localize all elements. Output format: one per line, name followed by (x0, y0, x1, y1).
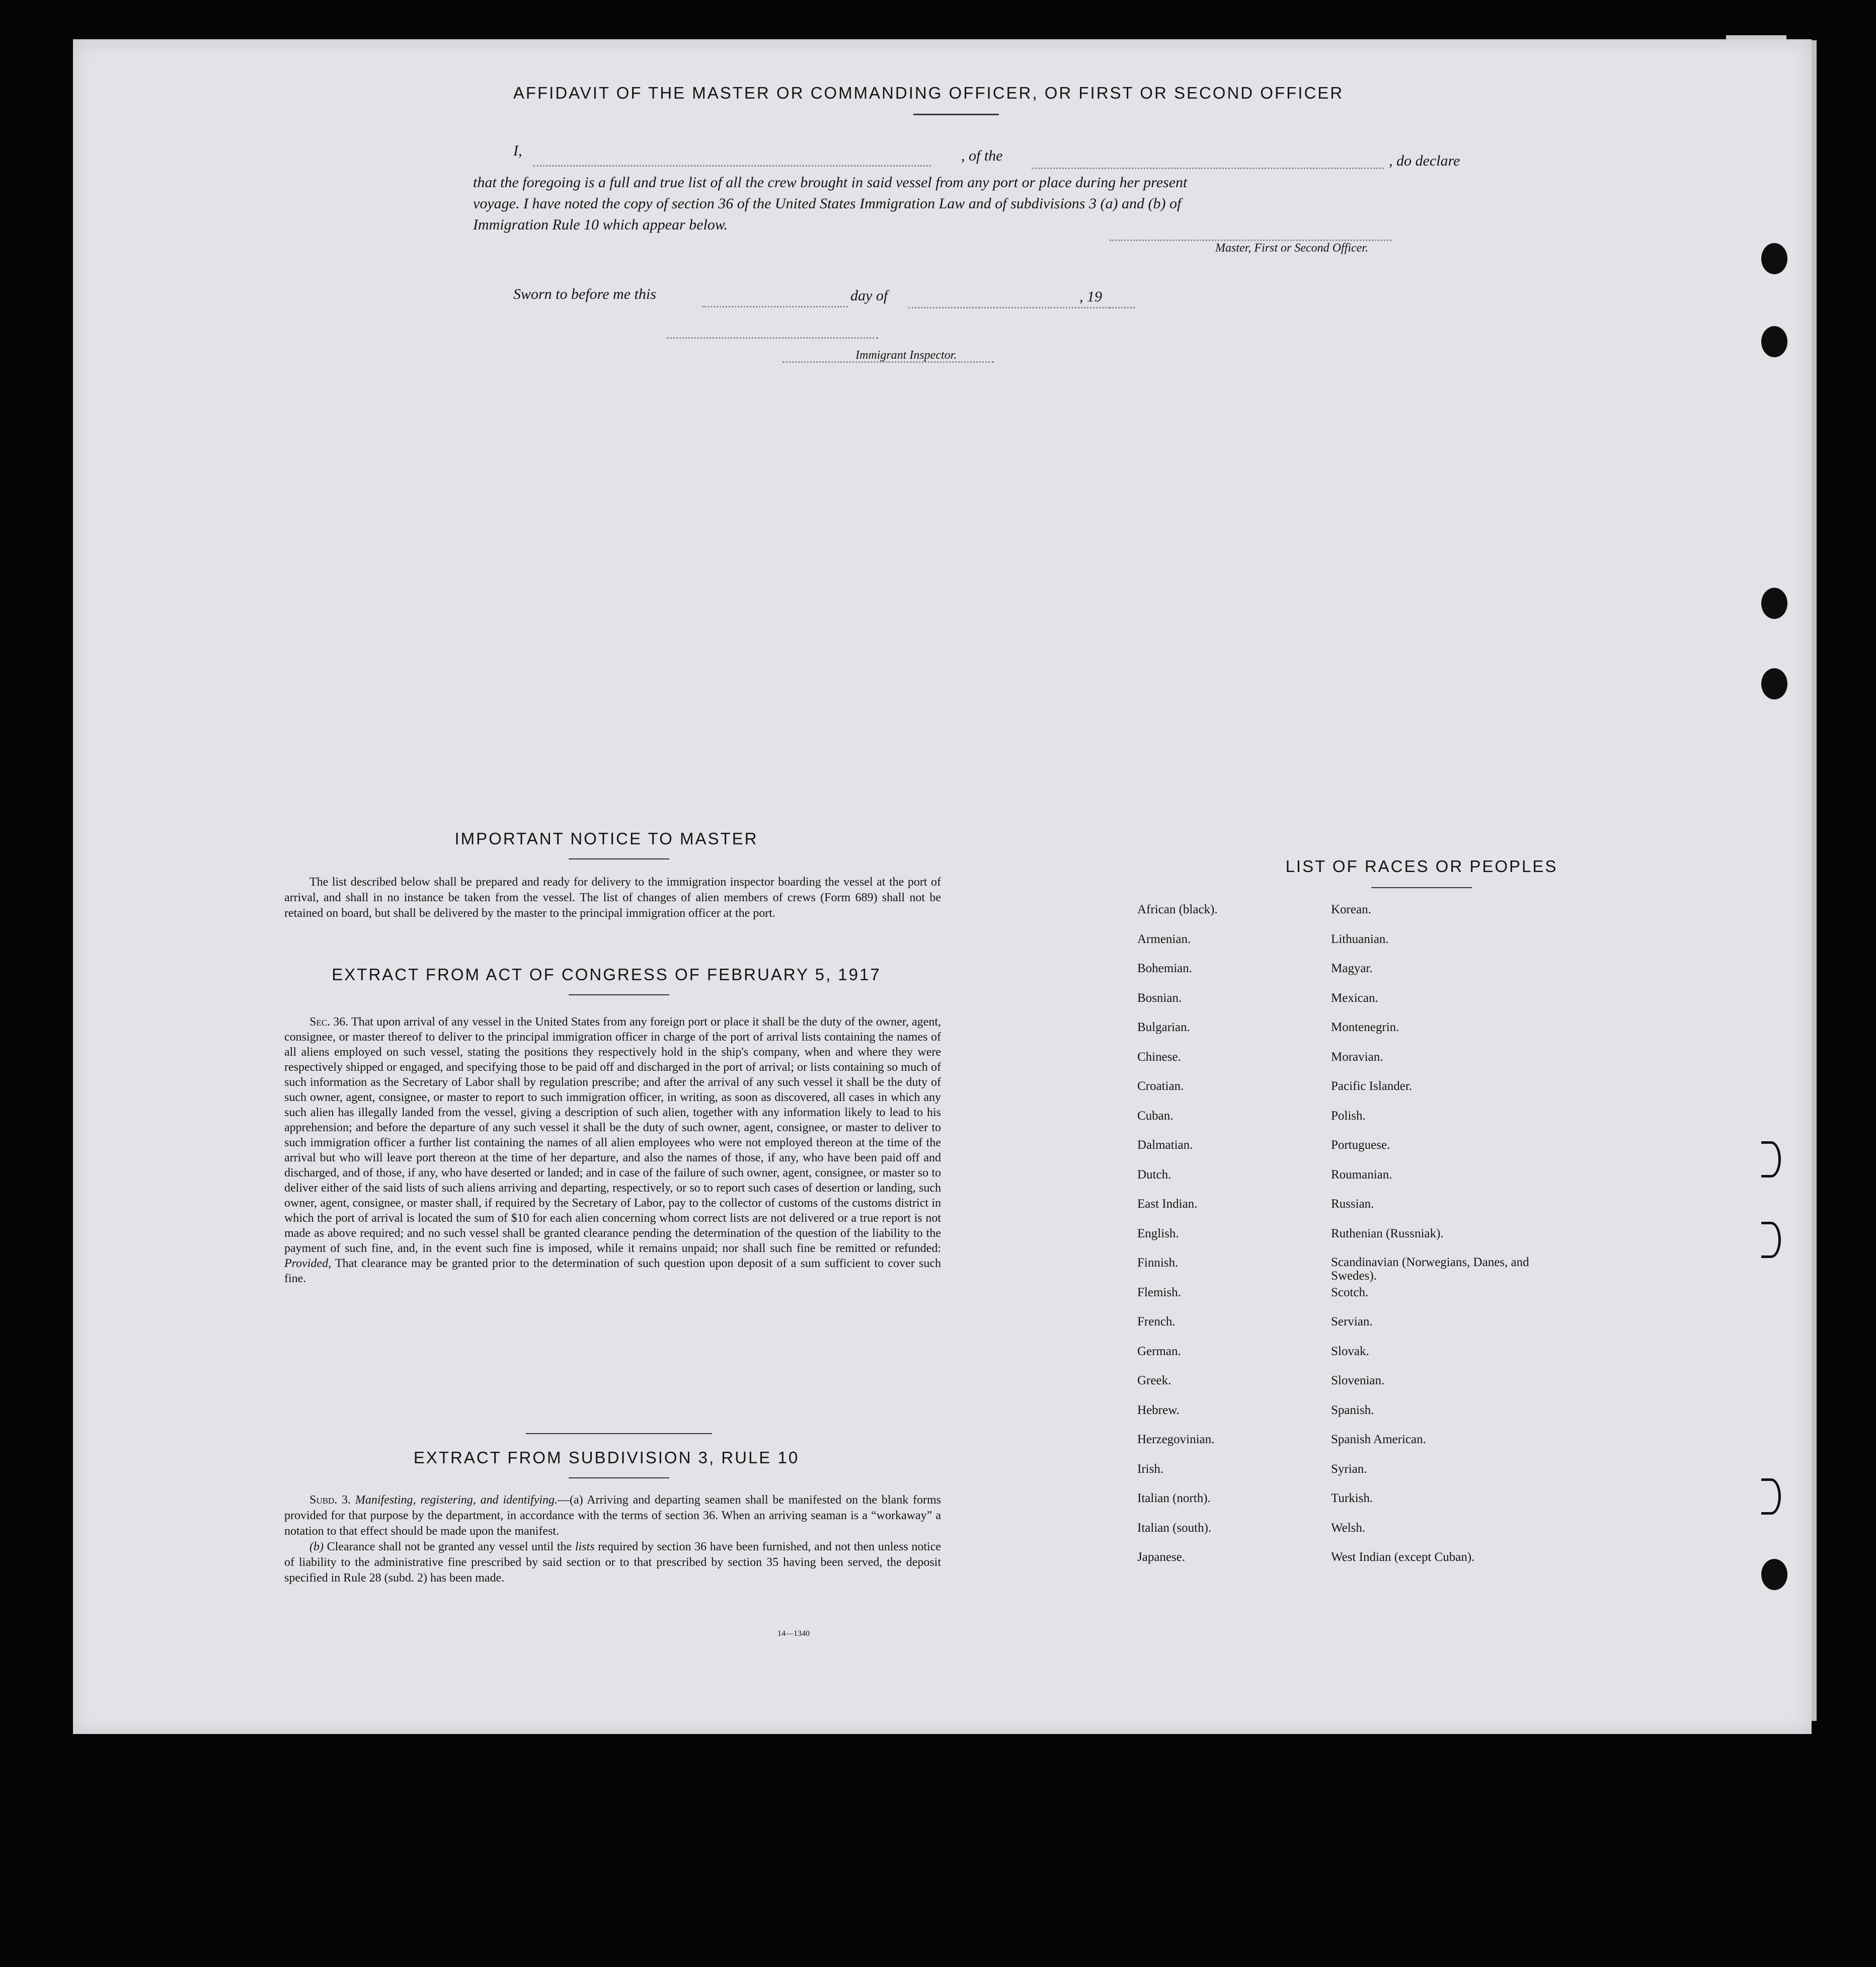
act-rule (569, 994, 669, 995)
race-item: Chinese. (1137, 1050, 1181, 1064)
act-body: That upon arrival of any vessel in the United States from any foreign port or place it shall be the duty of the owner, agent, consignee, or master thereof to deliver to the principal immigration officer in charge of the port of arrival lists containing the names of all aliens employed on such vessel, stating the positions they respectively hold in the ship's company, when and where they were respectively shipped or engaged, and specifying those to be paid off and discharged in the port of arrival; or lists containing so much of such information as the Secretary of Labor shall by regulation prescribe; and after the arrival of any such vessel it shall be the duty of such owner, agent, consignee, or master to report to such immigration officer, in writing, as soon as discovered, all cases in which any such alien has illegally landed from the vessel, giving a description of such alien, together with any information likely to lead to his apprehension; and before the departure of any such vessel it shall be the duty of such owner, agent, consignee, or master to deliver to such immigration officer a further list containing the names of all alien employees who were not employed thereon at the time of the arrival but who will leave port thereon at the time of her departure, and also the names of those, if any, who have been paid off and discharged, and of those, if any, who have deserted or landed; and in case of the failure of such owner, agent, consignee, or master so to deliver either of the said lists of such aliens arriving and departing, respectively, or so to report such cases of desertion or landing, such owner, agent, consignee, or master shall, if required by the Secretary of Labor, pay to the collector of customs of the customs district in which the port of arrival is located the sum of $10 for each alien concerning whom correct lists are not delivered or a true report is not made as above required; and no such vessel shall be granted clearance pending the determination of the question of the liability to the payment of such fine, and, in the event such fine is imposed, while it remains unpaid; nor shall such fine be remitted or refunded: (284, 1015, 941, 1255)
race-item: West Indian (except Cuban). (1331, 1550, 1475, 1564)
binder-hole (1761, 1222, 1781, 1258)
affidavit-title: AFFIDAVIT OF THE MASTER OR COMMANDING OFFICER, OR FIRST OR SECOND OFFICER (513, 84, 1344, 102)
race-item: German. (1137, 1344, 1181, 1358)
notice-paragraph: The list described below shall be prepared and ready for delivery to the immigration inspector boarding the vessel at the port of arrival, and shall in no instance be taken from the vessel. The list of changes of alien members of crews (Form 689) shall not be retained on board, but shall be delivered by the master to the principal immigration officer at the port. (284, 876, 941, 920)
subd-b-label: (b) (309, 1540, 324, 1553)
race-item: Polish. (1331, 1109, 1366, 1123)
race-item: Irish. (1137, 1462, 1164, 1476)
race-item: Slovak. (1331, 1344, 1369, 1358)
race-item: Syrian. (1331, 1462, 1367, 1476)
race-item: Cuban. (1137, 1109, 1174, 1123)
month-blank (908, 307, 1110, 308)
race-item: Scotch. (1331, 1285, 1369, 1299)
race-item: Pacific Islander. (1331, 1079, 1413, 1093)
race-item: Japanese. (1137, 1550, 1186, 1564)
act-title: EXTRACT FROM ACT OF CONGRESS OF FEBRUARY 5, 1917 (332, 965, 881, 984)
race-item: Slovenian. (1331, 1374, 1385, 1387)
race-item: Italian (south). (1137, 1521, 1212, 1535)
race-item: Dutch. (1137, 1167, 1171, 1182)
binder-hole (1761, 668, 1787, 699)
race-item: Italian (north). (1137, 1491, 1211, 1505)
sec-label: Sec. 36. (309, 1015, 349, 1029)
binder-hole (1761, 1141, 1781, 1177)
race-item: Moravian. (1331, 1050, 1383, 1064)
race-item: East Indian. (1137, 1197, 1198, 1211)
inspector-blank (667, 337, 878, 339)
races-title: LIST OF RACES OR PEOPLES (1285, 857, 1558, 876)
subd-label: Subd. 3. (309, 1493, 351, 1507)
notice-title: IMPORTANT NOTICE TO MASTER (454, 829, 758, 848)
race-item: Korean. (1331, 903, 1371, 916)
race-item: Bosnian. (1137, 991, 1182, 1005)
race-item: Flemish. (1137, 1285, 1181, 1299)
race-item: Russian. (1331, 1197, 1374, 1211)
provided-word: Provided, (284, 1257, 332, 1270)
subd-b-text-2: required by section 36 have been furnished, and not then unless notice of liability to the administrative fine prescribed by said section or to that prescribed by section 35 having been served, the deposit specified in Rule 28 (subd. 2) has been made. (284, 1540, 942, 1585)
affidavit-line1-c: , do declare (1389, 152, 1460, 169)
affidavit-line3: voyage. I have noted the copy of section 36 of the United States Immigration Law and of subdivisions 3 (a) and (b) of (473, 195, 1182, 212)
vessel-blank (1032, 168, 1384, 169)
lists-word: lists (575, 1540, 595, 1553)
notice-rule (569, 858, 669, 859)
subd-title: Manifesting, registering, and identifying. (355, 1493, 558, 1507)
race-item: Bohemian. (1137, 962, 1193, 975)
race-item: Armenian. (1137, 932, 1191, 946)
sworn-text-a: Sworn to before me this (513, 286, 656, 302)
day-blank (702, 306, 848, 307)
rule-rule (569, 1477, 669, 1478)
race-item: Lithuanian. (1331, 932, 1389, 946)
binder-hole (1761, 326, 1787, 357)
sworn-text-b: day of (850, 287, 888, 304)
form-number: 14—1340 (777, 1629, 810, 1638)
race-item: Dalmatian. (1137, 1138, 1193, 1152)
act-body-end: That clearance may be granted prior to the determination of such question upon deposit of a sum sufficient to cover such fine. (284, 1257, 941, 1285)
race-item: African (black). (1137, 903, 1218, 916)
race-item: Finnish. (1137, 1256, 1179, 1270)
race-item: Montenegrin. (1331, 1020, 1399, 1034)
race-item: Scandinavian (Norwegians, Danes, and Swedes). (1331, 1255, 1529, 1283)
notice-text (284, 875, 941, 921)
act-end-rule (526, 1433, 712, 1434)
subd-a-text: —(a) Arriving and departing seamen shall be manifested on the blank forms provided for that purpose by the department, in accordance with the terms of section 36. When an arriving seaman is a “workaway” a notation to that effect should be made upon the manifest. (284, 1493, 941, 1538)
rule-text (284, 1492, 941, 1586)
race-item: Croatian. (1137, 1079, 1184, 1093)
inspector-label: Immigrant Inspector. (855, 349, 957, 362)
race-item: Welsh. (1331, 1521, 1366, 1535)
affidavit-line1-b: , of the (961, 147, 1003, 164)
subd-b-text-1: Clearance shall not be granted any vessel until the (327, 1540, 572, 1553)
binder-hole (1761, 243, 1787, 274)
race-item: Greek. (1137, 1374, 1171, 1387)
affidavit-line1-a: I, (513, 142, 522, 159)
race-item: Hebrew. (1137, 1403, 1180, 1417)
race-item: Turkish. (1331, 1491, 1373, 1505)
affidavit-line4: Immigration Rule 10 which appear below. (473, 216, 728, 233)
act-text (284, 1014, 941, 1286)
document-page (73, 39, 1812, 1734)
race-item: Spanish. (1331, 1403, 1374, 1417)
race-item: Bulgarian. (1137, 1020, 1190, 1034)
year-blank (1110, 307, 1135, 308)
race-item: English. (1137, 1226, 1179, 1240)
race-item: Herzegovinian. (1137, 1433, 1215, 1446)
signature-label: Master, First or Second Officer. (1215, 242, 1368, 255)
races-rule (1371, 887, 1472, 888)
binder-hole (1761, 1478, 1781, 1515)
name-blank (533, 165, 931, 167)
binder-hole (1761, 1559, 1787, 1590)
rule-title: EXTRACT FROM SUBDIVISION 3, RULE 10 (413, 1448, 800, 1467)
race-item: Magyar. (1331, 962, 1373, 975)
signature-blank (1110, 240, 1391, 241)
race-item: Servian. (1331, 1315, 1373, 1328)
sworn-text-c: , 19 (1079, 288, 1102, 305)
race-item: Spanish American. (1331, 1433, 1426, 1446)
race-item: Roumanian. (1331, 1167, 1392, 1182)
affidavit-line2: that the foregoing is a full and true list of all the crew brought in said vessel from any port or place during her present (473, 174, 1188, 191)
race-item: Ruthenian (Russniak). (1331, 1226, 1444, 1240)
race-item: Portuguese. (1331, 1138, 1390, 1152)
race-item: French. (1137, 1315, 1176, 1328)
race-item: Mexican. (1331, 991, 1378, 1005)
title-rule (913, 114, 999, 115)
binder-hole (1761, 588, 1787, 619)
